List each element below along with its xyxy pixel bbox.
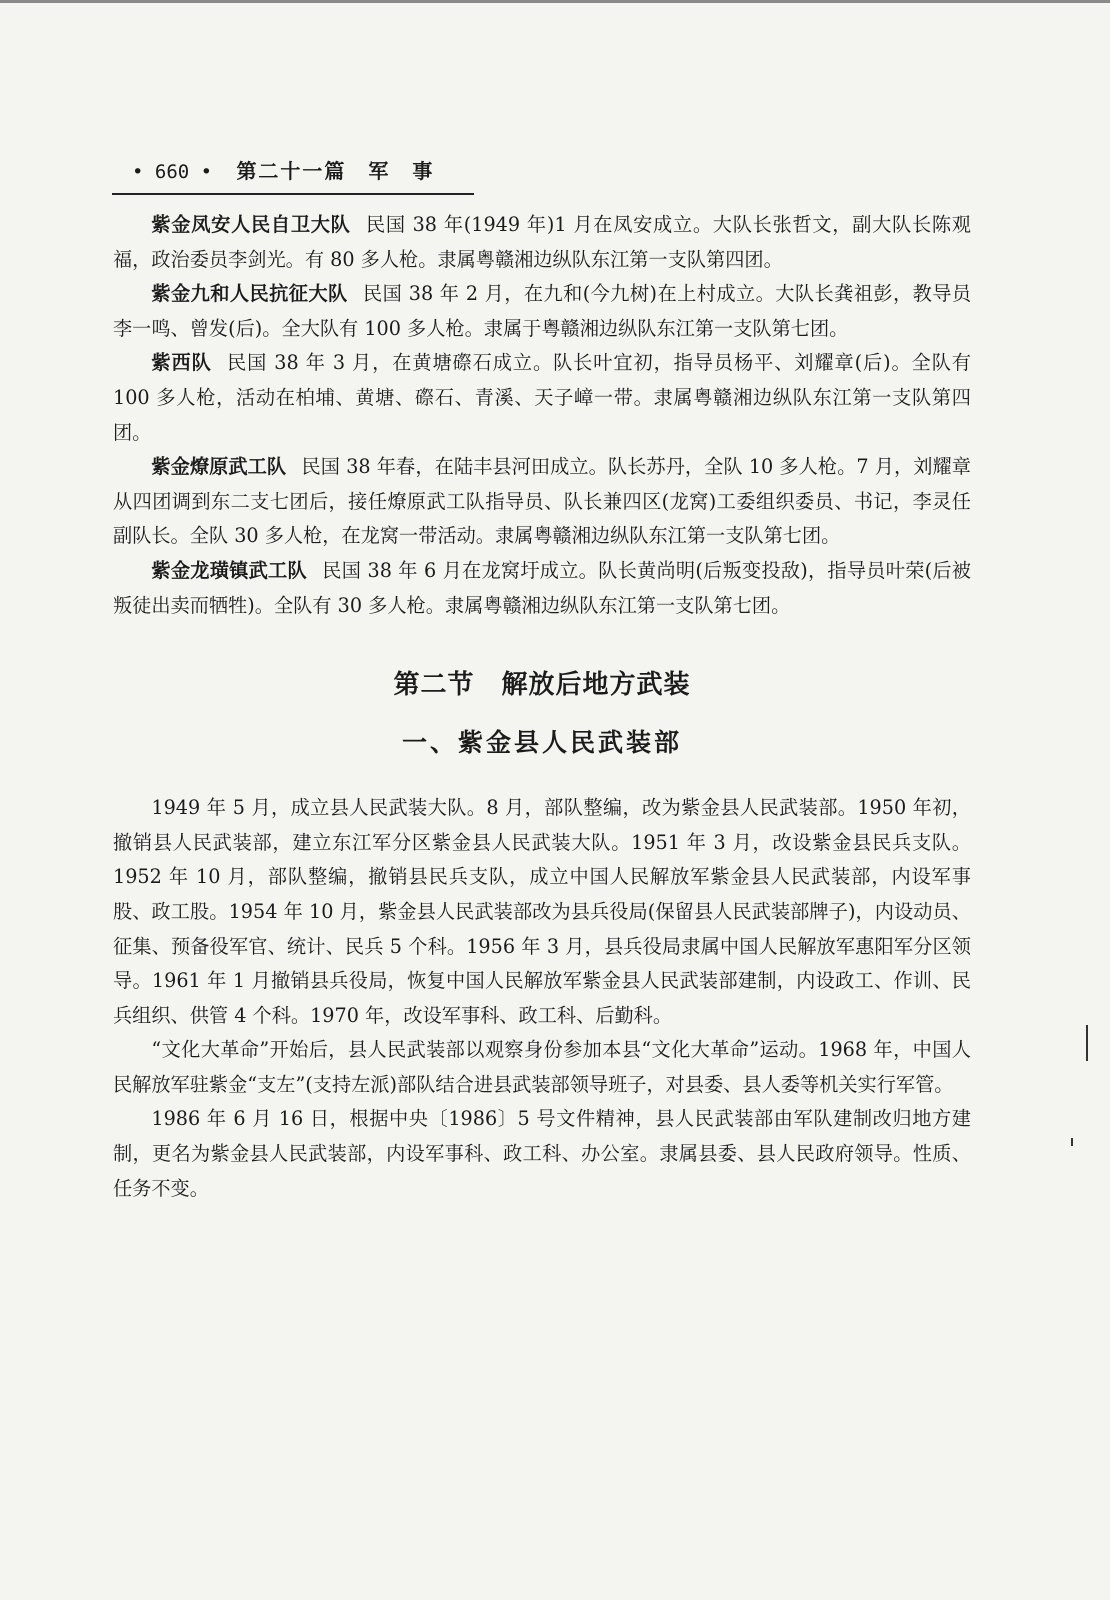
scan-edge-mark	[1071, 1138, 1073, 1146]
unit-entry	[113, 346, 971, 450]
body-paragraph: “文化大革命”开始后，县人民武装部以观察身份参加本县“文化大革命”运动。1968 年，中国人民解放军驻紫金“支左”(支持左派)部队结合进县武装部领导班子，对县委、县人委等机关实行军管。	[113, 1038, 971, 1096]
unit-description: 民国 38 年 2 月，在九和(今九树)在上村成立。大队长龚祖彭，教导员李一鸣、曾发(后)。全大队有 100 多人枪。隶属于粤赣湘边纵队东江第一支队第七团。	[113, 282, 972, 340]
page-number: • 660 •	[132, 161, 213, 183]
unit-description: 民国 38 年春，在陆丰县河田成立。队长苏丹，全队 10 多人枪。7 月，刘耀章从四团调到东二支七团后，接任燎原武工队指导员、队长兼四区(龙窝)工委组织委员、书记，李灵任副队长。全队 30 多人枪，在龙窝一带活动。隶属粤赣湘边纵队东江第一支队第七团。	[113, 455, 971, 548]
unit-name: 紫金燎原武工队	[151, 455, 287, 479]
unit-entry	[113, 450, 971, 554]
unit-name: 紫金凤安人民自卫大队	[151, 213, 351, 236]
section-title: 第二节 解放后地方武装	[393, 670, 691, 701]
unit-name: 紫金龙璜镇武工队	[151, 558, 307, 582]
unit-description: 民国 38 年 6 月在龙窝圩成立。队长黄尚明(后叛变投敌)，指导员叶荣(后被叛徒出卖而牺牲)。全队有 30 多人枪。隶属粤赣湘边纵队东江第一支队第七团。	[113, 558, 971, 617]
page-top-edge	[0, 0, 1110, 3]
unit-name: 紫西队	[151, 351, 212, 375]
chapter-title: 第二十一篇 军 事	[236, 159, 435, 183]
page-content	[113, 208, 971, 1206]
unit-description: 民国 38 年 3 月，在黄塘磜石成立。队长叶宜初，指导员杨平、刘耀章(后)。全队有 100 多人枪，活动在柏埔、黄塘、磜石、青溪、天子嶂一带。隶属粤赣湘边纵队东江第一支队第四团。	[113, 351, 971, 444]
body-paragraph: 1949 年 5 月，成立县人民武装大队。8 月，部队整编，改为紫金县人民武装部。1950 年初，撤销县人民武装部，建立东江军分区紫金县人民武装大队。1951 年 3 月，改设紫金县民兵支队。1952 年 10 月，部队整编，撤销县民兵支队，成立中国人民解放军紫金县人民武装部，内设军事股、政工股。1954 年 10 月，紫金县人民武装部改为县兵役局(保留县人民武装部牌子)，内设动员、征集、预备役军官、统计、民兵 5 个科。1956 年 3 月，县兵役局隶属中国人民解放军惠阳军分区领导。1961 年 1 月撤销县兵役局，恢复中国人民解放军紫金县人民武装部建制，内设政工、作训、民兵组织、供管 4 个科。1970 年，改设军事科、政工科、后勤科。	[113, 796, 971, 1027]
unit-entry	[113, 554, 971, 623]
scan-edge-mark	[1086, 1025, 1088, 1061]
body-paragraph: 1986 年 6 月 16 日，根据中央〔1986〕5 号文件精神，县人民武装部由军队建制改归地方建制，更名为紫金县人民武装部，内设军事科、政工科、办公室。隶属县委、县人民政府领导。性质、任务不变。	[113, 1107, 971, 1200]
running-head	[112, 157, 474, 195]
unit-entry	[113, 208, 971, 277]
unit-entry	[113, 277, 971, 346]
subsection-title: 一、紫金县人民武装部	[401, 728, 682, 758]
unit-description: 民国 38 年(1949 年)1 月在凤安成立。大队长张哲文，副大队长陈观福，政治委员李剑光。有 80 多人枪。隶属粤赣湘边纵队东江第一支队第四团。	[113, 213, 971, 271]
unit-name: 紫金九和人民抗征大队	[151, 282, 348, 306]
